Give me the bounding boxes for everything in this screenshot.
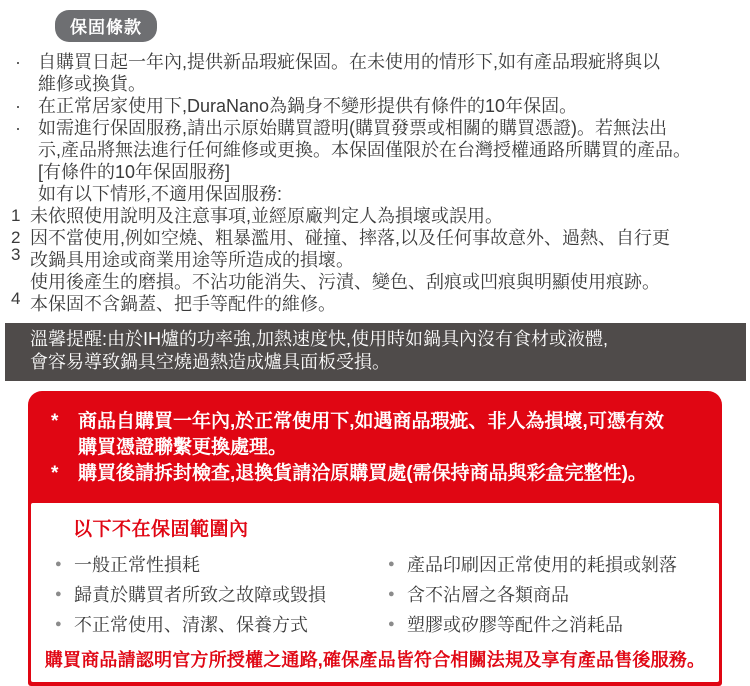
bullet-icon: · [15,118,21,138]
terms-line [0,73,750,95]
exclusions-list [31,549,719,639]
numbered-item-text: 改鍋具用途或商業用途等所造成的損壞。 [30,250,354,270]
warranty-terms-badge: 保固條款 [55,10,157,42]
list-item [55,609,388,639]
numbered-item [0,245,750,271]
list-item-text: 一般正常性損耗 [74,555,200,575]
note-line [51,435,709,461]
dot-icon: ● [388,617,395,630]
terms-line [0,117,750,139]
item-number: 2 [11,228,21,247]
reminder-line: 溫馨提醒:由於IH爐的功率強,加熱速度快,使用時如鍋具內沒有食材或液體, [30,329,609,349]
numbered-item [0,205,750,227]
terms-line-text: 在正常居家使用下,DuraNano為鍋身不變形提供有條件的10年保固。 [38,96,578,116]
bullet-spacer [15,183,38,205]
numbered-item-text: 本保固不含鍋蓋、把手等配件的維修。 [30,294,336,314]
note-line [51,461,709,487]
numbered-item [0,271,750,293]
terms-line-text: 示,產品將無法進行任何維修或更換。本保固僅限於在台灣授權通路所購買的產品。 [38,140,691,160]
bullet-icon: · [15,52,21,72]
terms-line [0,51,750,73]
note-line [51,409,709,435]
warranty-red-box [28,391,722,686]
terms-line [0,95,750,117]
asterisk-notes [31,391,719,503]
exclusion-intro [0,183,750,205]
list-item-text: 不正常使用、清潔、保養方式 [74,615,308,635]
list-item-text: 含不沾層之各類商品 [407,585,569,605]
note-text: 購買後請拆封檢查,退換貨請洽原購買處(需保持商品與彩盒完整性)。 [78,463,647,484]
dot-icon: ● [55,557,62,570]
ih-stove-reminder-banner [5,323,746,381]
list-item-text: 產品印刷因正常使用的耗損或剝落 [407,555,677,575]
conditional-warranty-note [0,161,750,183]
asterisk-icon: * [51,463,59,484]
exclusions-title: 以下不在保固範圍內 [73,519,249,540]
note-text: 商品自購買一年內,於正常使用下,如遇商品瑕疵、非人為損壞,可憑有效 [78,411,664,432]
bullet-spacer [15,73,38,95]
terms-line-text: [有條件的10年保固服務] [38,162,231,182]
asterisk-spacer [51,435,78,461]
item-number: 4 [11,289,21,308]
official-channel-notice: 購買商品請認明官方所授權之通路,確保產品皆符合相關法規及享有產品售後服務。 [44,650,706,670]
bullet-spacer [15,139,38,161]
numbered-item-text: 因不當使用,例如空燒、粗暴濫用、碰撞、摔落,以及任何事故意外、過熱、自行更 [30,228,670,248]
warranty-terms-text [0,51,750,315]
numbered-item-text: 未依照使用說明及注意事項,並經原廠判定人為損壞或誤用。 [30,206,503,226]
note-text: 購買憑證聯繫更換處理。 [78,437,288,458]
numbered-item-text: 使用後產生的磨損。不沾功能消失、污漬、變色、刮痕或凹痕與明顯使用痕跡。 [30,272,660,292]
terms-line-text: 如需進行保固服務,請出示原始購買證明(購買發票或相關的購買憑證)。若無法出 [38,118,667,138]
dot-icon: ● [55,617,62,630]
list-item [388,609,719,639]
list-item [55,579,388,609]
list-item [388,579,719,609]
item-number: 3 [11,245,21,264]
numbered-item [0,227,750,249]
list-item-text: 歸責於購買者所致之故障或毀損 [74,585,326,605]
exclusions-panel [31,503,719,682]
dot-icon: ● [388,557,395,570]
reminder-line: 會容易導致鍋具空燒過熱造成爐具面板受損。 [30,352,390,372]
terms-line-text: 如有以下情形,不適用保固服務: [38,184,283,204]
numbered-item [0,289,750,315]
terms-line-text: 維修或換貨。 [38,74,146,94]
exclusions-right-column [388,549,719,639]
terms-line-text: 自購買日起一年內,提供新品瑕疵保固。在未使用的情形下,如有產品瑕疵將與以 [38,52,660,72]
list-item-text: 塑膠或矽膠等配件之消耗品 [407,615,623,635]
terms-line [0,139,750,161]
list-item [55,549,388,579]
bullet-icon: · [15,96,21,116]
item-number: 1 [11,206,21,225]
dot-icon: ● [388,587,395,600]
dot-icon: ● [55,587,62,600]
list-item [388,549,719,579]
exclusions-left-column [31,549,388,639]
asterisk-icon: * [51,411,59,432]
bullet-spacer [15,161,38,183]
